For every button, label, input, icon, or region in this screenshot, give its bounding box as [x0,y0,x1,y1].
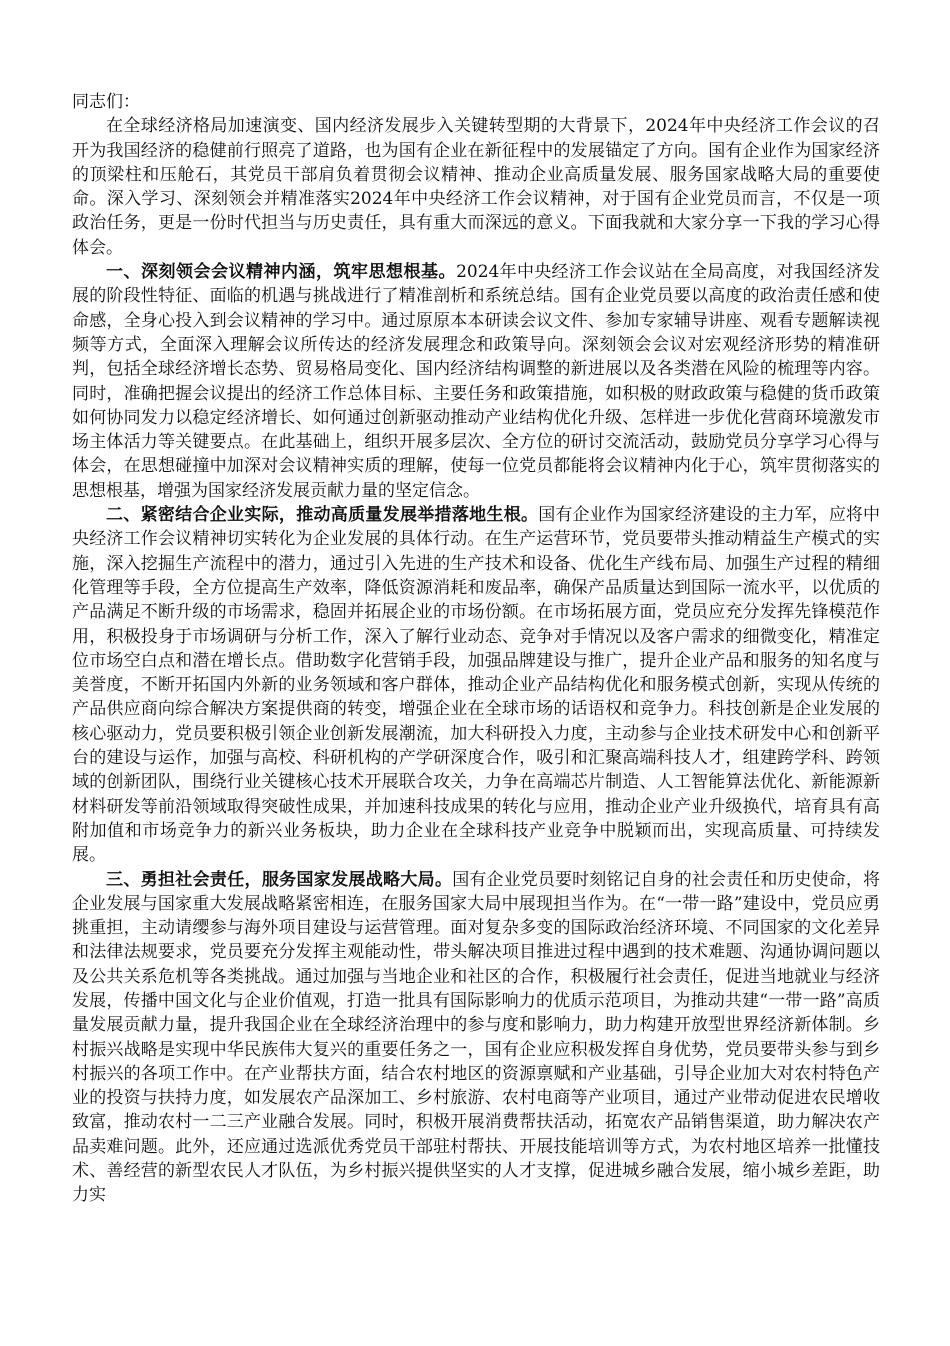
section-two-heading: 二、紧密结合企业实际，推动高质量发展举措落地生根。 [106,505,539,526]
section-one-heading: 一、深刻领会会议精神内涵，筑牢思想根基。 [106,262,457,283]
section-two-paragraph [72,503,880,867]
section-one-paragraph [72,260,880,503]
section-two-text: 国有企业作为国家经济建设的主力军，应将中央经济工作会议精神切实转化为企业发展的具体行动。在生产运营环节，党员要带头推动精益生产模式的实施，深入挖掘生产流程中的潜力，通过引入先进的生产技术和设备、优化生产线布局、加强生产过程的精细化管理等手段，全方位提高生产效率，降低资源消耗和废品率，确保产品质量达到国际一流水平，以优质的产品满足不断升级的市场需求，稳固并拓展企业的市场份额。在市场拓展方面，党员应充分发挥先锋模范作用，积极投身于市场调研与分析工作，深入了解行业动态、竞争对手情况以及客户需求的细微变化，精准定位市场空白点和潜在增长点。借助数字化营销手段，加强品牌建设与推广，提升企业产品和服务的知名度与美誉度，不断开拓国内外新的业务领域和客户群体，推动企业产品结构优化和服务模式创新，实现从传统的产品供应商向综合解决方案提供商的转变，增强企业在全球市场的话语权和竞争力。科技创新是企业发展的核心驱动力，党员要积极引领企业创新发展潮流，加大科研投入力度，主动参与企业技术研发中心和创新平台的建设与运作，加强与高校、科研机构的产学研深度合作，吸引和汇聚高端科技人才，组建跨学科、跨领域的创新团队，围绕行业关键核心技术开展联合攻关，力争在高端芯片制造、人工智能算法优化、新能源新材料研发等前沿领域取得突破性成果，并加速科技成果的转化与应用，推动企业产业升级换代，培育具有高附加值和市场竞争力的新兴业务板块，助力企业在全球科技产业竞争中脱颖而出，实现高质量、可持续发展。 [72,505,881,866]
section-one-text: 2024年中央经济工作会议站在全局高度，对我国经济发展的阶段性特征、面临的机遇与挑战进行了精准剖析和系统总结。国有企业党员要以高度的政治责任感和使命感，全身心投入到会议精神的学习中。通过原原本本研读会议文件、参加专家辅导讲座、观看专题解读视频等方式，全面深入理解会议所传达的经济发展理念和政策导向。深刻领会会议对宏观经济形势的精准研判，包括全球经济增长态势、贸易格局变化、国内经济结构调整的新进展以及各类潜在风险的梳理等内容。同时，准确把握会议提出的经济工作总体目标、主要任务和政策措施，如积极的财政政策与稳健的货币政策如何协同发力以稳定经济增长、如何通过创新驱动推动产业结构优化升级、怎样进一步优化营商环境激发市场主体活力等关键要点。在此基础上，组织开展多层次、全方位的研讨交流活动，鼓励党员分享学习心得与体会，在思想碰撞中加深对会议精神实质的理解，使每一位党员都能将会议精神内化于心，筑牢贯彻落实的思想根基，增强为国家经济发展贡献力量的坚定信念。 [72,262,881,501]
section-three-heading: 三、勇担社会责任，服务国家发展战略大局。 [106,869,453,890]
intro-paragraph [72,114,880,260]
section-three-paragraph [72,868,880,1208]
salutation: 同志们： [72,92,140,112]
section-three-text: 国有企业党员要时刻铭记自身的社会责任和历史使命，将企业发展与国家重大发展战略紧密相连，在服务国家大局中展现担当作为。在“一带一路”建设中，党员应勇挑重担，主动请缨参与海外项目建设与运营管理。面对复杂多变的国际政治经济环境、不同国家的文化差异和法律法规要求，党员要充分发挥主观能动性，带头解决项目推进过程中遇到的技术难题、沟通协调问题以及公共关系危机等各类挑战。通过加强与当地企业和社区的合作，积极履行社会责任，促进当地就业与经济发展，传播中国文化与企业价值观，打造一批具有国际影响力的优质示范项目，为推动共建“一带一路”高质量发展贡献力量，提升我国企业在全球经济治理中的参与度和影响力，助力构建开放型世界经济新体制。乡村振兴战略是实现中华民族伟大复兴的重要任务之一，国有企业应积极发挥自身优势，党员要带头参与到乡村振兴的各项工作中。在产业帮扶方面，结合农村地区的资源禀赋和产业基础，引导企业加大对农村特色产业的投资与扶持力度，如发展农产品深加工、乡村旅游、农村电商等产业项目，通过产业带动促进农民增收致富，推动农村一二三产业融合发展。同时，积极开展消费帮扶活动，拓宽农产品销售渠道，助力解决农产品卖难问题。此外，还应通过选派优秀党员干部驻村帮扶、开展技能培训等方式，为农村地区培养一批懂技术、善经营的新型农民人才队伍，为乡村振兴提供坚实的人才支撑，促进城乡融合发展，缩小城乡差距，助力实 [72,869,881,1206]
intro-text: 在全球经济格局加速演变、国内经济发展步入关键转型期的大背景下，2024年中央经济工作会议的召开为我国经济的稳健前行照亮了道路，也为国有企业在新征程中的发展锚定了方向。国有企业作为国家经济的顶梁柱和压舱石，其党员干部肩负着贯彻会议精神、推动企业高质量发展、服务国家战略大局的重要使命。深入学习、深刻领会并精准落实2024年中央经济工作会议精神，对于国有企业党员而言，不仅是一项政治任务，更是一份时代担当与历史责任，具有重大而深远的意义。下面我就和大家分享一下我的学习心得体会。 [72,116,880,258]
document-body [72,90,880,1208]
